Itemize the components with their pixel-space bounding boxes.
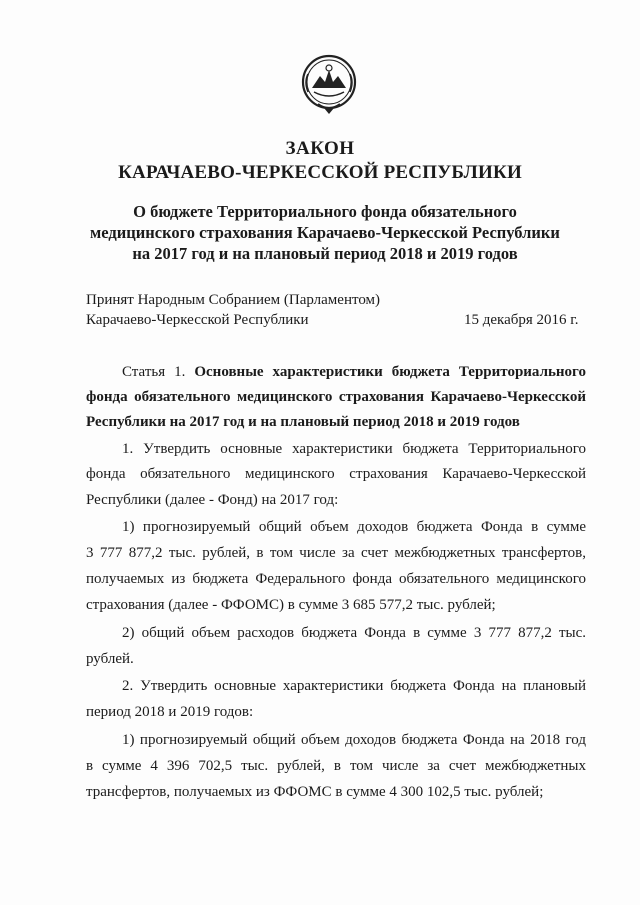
article-heading-text: Основные характеристики бюджета Территориального [194,364,586,380]
paragraph-line: трансфертов, получаемых из ФФОМС в сумме 4 300 102,5 тыс. рублей; [86,784,544,800]
paragraph-line: 1) прогнозируемый общий объем доходов бюджета Фонда на 2018 год [122,732,586,748]
paragraph-line: рублей. [86,651,134,667]
coat-of-arms-emblem-icon [300,52,358,116]
paragraph-line: получаемых из бюджета Федерального фонда обязательного медицинского [86,571,586,587]
paragraph-line: 2) общий объем расходов бюджета Фонда в сумме 3 777 877,2 тыс. [122,625,586,641]
paragraph-line: фонда обязательного медицинского страхования Карачаево-Черкесской [86,466,586,482]
subtitle-line: на 2017 год и на плановый период 2018 и 2019 годов [132,244,518,263]
paragraph-line: страхования (далее - ФФОМС) в сумме 3 685 577,2 тыс. рублей; [86,597,496,613]
adoption-line: Принят Народным Собранием (Парламентом) [86,292,381,308]
article-label: Статья 1. [122,364,186,380]
paragraph-line: период 2018 и 2019 годов: [86,704,254,720]
paragraph-line: 2. Утвердить основные характеристики бюджета Фонда на плановый [122,678,586,694]
article-heading-line: Республики на 2017 год и на плановый период 2018 и 2019 годов [86,414,520,430]
adoption-date: 15 декабря 2016 г. [464,312,579,328]
law-republic-title: КАРАЧАЕВО-ЧЕРКЕССКОЙ РЕСПУБЛИКИ [118,162,522,183]
law-title: ЗАКОН [285,138,355,159]
article-heading-line [122,364,586,381]
subtitle-line: О бюджете Территориального фонда обязательного [133,202,517,221]
adoption-line: Карачаево-Черкесской Республики [86,312,309,328]
law-subtitle [60,201,590,264]
paragraph-line: 1) прогнозируемый общий объем доходов бюджета Фонда в сумме [122,519,586,535]
paragraph-line: 1. Утвердить основные характеристики бюджета Территориального [122,441,586,457]
subtitle-line: медицинского страхования Карачаево-Черкесской Республики [90,223,560,242]
paragraph-line: 3 777 877,2 тыс. рублей, в том числе за счет межбюджетных трансфертов, [86,545,586,561]
article-heading-line: фонда обязательного медицинского страхования Карачаево-Черкесской [86,389,586,405]
paragraph-line: Республики (далее - Фонд) на 2017 год: [86,492,339,508]
paragraph-line: в сумме 4 396 702,5 тыс. рублей, в том числе за счет межбюджетных [86,758,586,774]
